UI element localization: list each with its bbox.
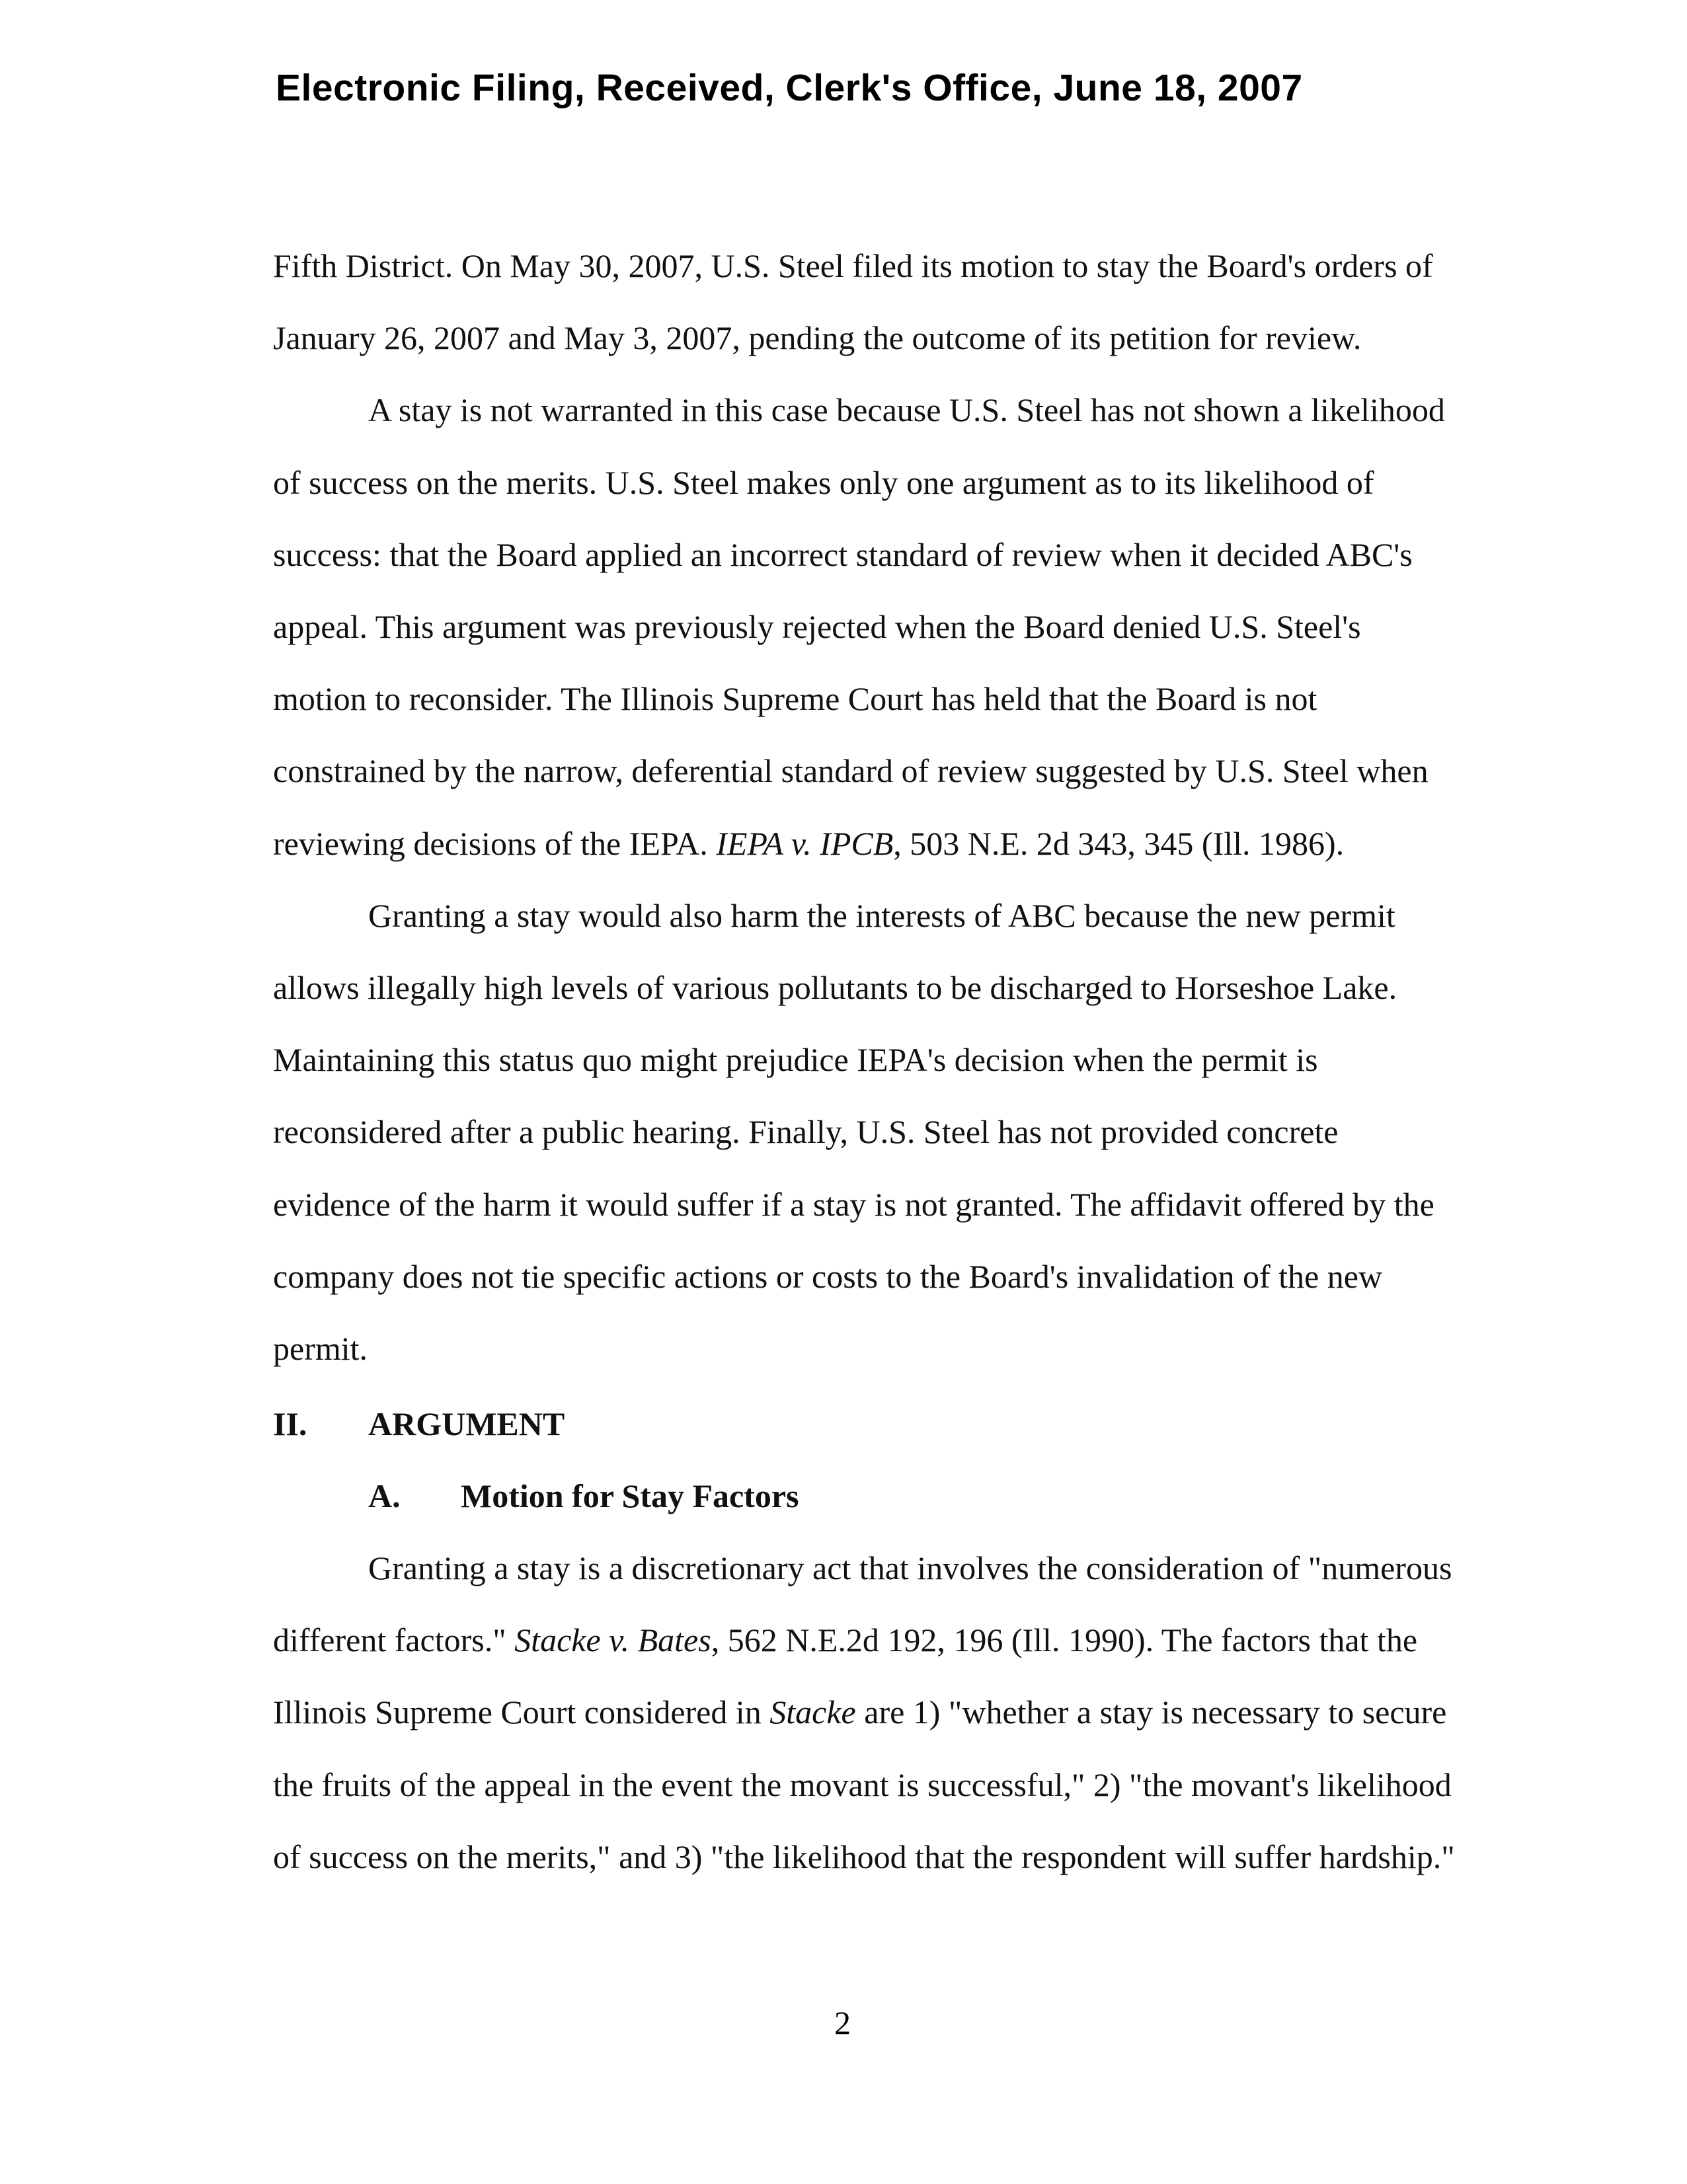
text-segment: reviewing decisions of the IEPA. xyxy=(273,824,717,862)
text-segment: Maintaining this status quo might prejudice IEPA's decision when the permit is xyxy=(273,1041,1318,1079)
text-line xyxy=(368,1548,1452,1588)
text-line xyxy=(273,1257,1382,1296)
text-line xyxy=(273,1620,1417,1660)
text-line xyxy=(273,968,1397,1007)
text-line xyxy=(273,1329,368,1368)
text-line xyxy=(273,463,1374,502)
text-segment: Fifth District. On May 30, 2007, U.S. Steel filed its motion to stay the Board's orders of xyxy=(273,247,1433,284)
subsection-title: Motion for Stay Factors xyxy=(461,1477,799,1514)
text-line xyxy=(273,1112,1339,1151)
text-segment: are 1) "whether a stay is necessary to secure xyxy=(855,1694,1447,1731)
text-line xyxy=(273,607,1361,646)
text-line xyxy=(273,1765,1452,1805)
text-line xyxy=(273,1837,1455,1877)
text-segment: January 26, 2007 and May 3, 2007, pending the outcome of its petition for review. xyxy=(273,319,1362,357)
text-line xyxy=(273,751,1429,791)
text-line xyxy=(273,535,1413,574)
text-segment: allows illegally high levels of various pollutants to be discharged to Horseshoe Lake. xyxy=(273,969,1397,1006)
case-citation: Stacke v. Bates xyxy=(514,1621,711,1659)
text-segment: appeal. This argument was previously rejected when the Board denied U.S. Steel's xyxy=(273,608,1361,645)
section-title: ARGUMENT xyxy=(368,1405,565,1442)
text-line xyxy=(273,824,1344,863)
text-line xyxy=(273,1185,1434,1224)
text-line xyxy=(273,679,1317,719)
text-segment: company does not tie specific actions or costs to the Board's invalidation of the new xyxy=(273,1257,1383,1295)
section-heading xyxy=(273,1404,565,1444)
text-segment: success: that the Board applied an incorrect standard of review when it decided ABC's xyxy=(273,535,1413,573)
text-line xyxy=(273,246,1433,286)
text-segment: , 562 N.E.2d 192, 196 (Ill. 1990). The factors that the xyxy=(711,1621,1418,1659)
text-line xyxy=(273,318,1361,358)
text-segment: the fruits of the appeal in the event the movant is successful," 2) "the movant's likelihood xyxy=(273,1766,1452,1803)
text-segment: of success on the merits," and 3) "the likelihood that the respondent will suffer hardship." xyxy=(273,1838,1455,1875)
text-segment: constrained by the narrow, deferential standard of review suggested by U.S. Steel when xyxy=(273,752,1429,790)
text-line xyxy=(273,1040,1318,1079)
section-number: II. xyxy=(273,1405,307,1442)
filing-stamp-header: Electronic Filing, Received, Clerk's Office, June 18, 2007 xyxy=(276,67,1303,109)
subsection-number: A. xyxy=(368,1477,401,1514)
text-segment: evidence of the harm it would suffer if a stay is not granted. The affidavit offered by the xyxy=(273,1185,1434,1223)
page-number: 2 xyxy=(834,2004,851,2041)
text-segment: A stay is not warranted in this case because U.S. Steel has not shown a likelihood xyxy=(368,391,1445,429)
text-line xyxy=(368,390,1445,430)
text-line xyxy=(368,896,1395,935)
text-line xyxy=(273,1692,1446,1732)
text-segment: Illinois Supreme Court considered in xyxy=(273,1694,770,1731)
case-citation: IEPA v. IPCB xyxy=(716,824,894,862)
text-segment: , 503 N.E. 2d 343, 345 (Ill. 1986). xyxy=(893,824,1345,862)
text-segment: different factors." xyxy=(273,1621,515,1659)
text-segment: Granting a stay is a discretionary act that involves the consideration of "numerous xyxy=(368,1549,1452,1586)
text-segment: of success on the merits. U.S. Steel makes only one argument as to its likelihood of xyxy=(273,463,1374,501)
case-citation: Stacke xyxy=(769,1694,856,1731)
text-segment: permit. xyxy=(273,1330,368,1367)
text-segment: motion to reconsider. The Illinois Supreme Court has held that the Board is not xyxy=(273,680,1317,718)
text-segment: reconsidered after a public hearing. Finally, U.S. Steel has not provided concrete xyxy=(273,1113,1339,1151)
text-segment: Granting a stay would also harm the interests of ABC because the new permit xyxy=(368,896,1395,934)
subsection-heading xyxy=(368,1476,799,1516)
